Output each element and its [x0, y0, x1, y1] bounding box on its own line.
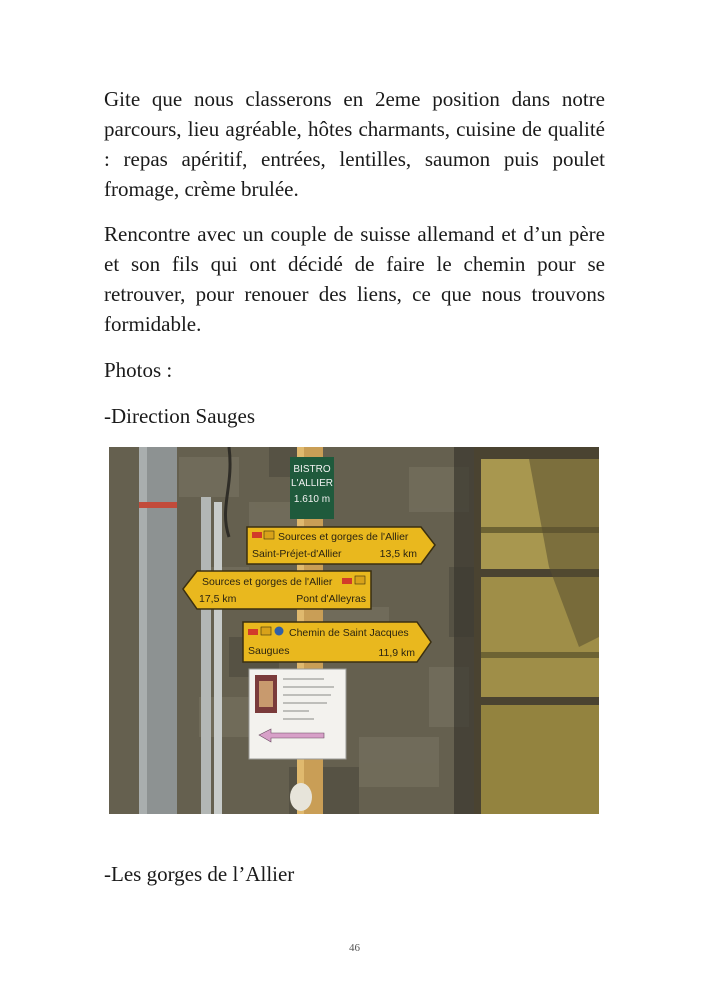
green-sign-line1: BISTRO [293, 464, 331, 475]
sign1-distance: 13,5 km [379, 548, 417, 560]
sign3-line1: Chemin de Saint Jacques [289, 627, 409, 639]
page-number: 46 [349, 942, 360, 954]
caption-direction-sauges: -Direction Sauges [104, 404, 256, 428]
sign2-line1: Sources et gorges de l'Allier [202, 576, 333, 588]
sign1-line2: Saint-Préjet-d'Allier [252, 548, 342, 560]
sign3-line2: Saugues [248, 645, 290, 657]
paragraph-gite: Gite que nous classerons en 2eme position dans notre parcours, lieu agréable, hôtes charmants, cuisine de qualité : repas apéritif, entrées, lentilles, saumon puis poulet fromage, crème brulée. [104, 87, 605, 201]
green-sign-line2: L'ALLIER [291, 478, 333, 489]
paragraph-rencontre: Rencontre avec un couple de suisse allemand et d’un père et son fils qui ont décidé de faire le chemin pour se retrouver, pour renouer des liens, ce que nous trouvons formidable. [104, 222, 605, 336]
sign2-distance: 17,5 km [199, 593, 237, 605]
green-sign-line3: 1.610 m [293, 494, 331, 505]
sign3-distance: 11,9 km [378, 647, 415, 659]
sign2-line2: Pont d'Alleyras [296, 593, 366, 605]
sign1-line1: Sources et gorges de l'Allier [278, 531, 409, 543]
label-photos: Photos : [104, 358, 173, 382]
signpost-photo [109, 447, 599, 814]
caption-gorges-allier: -Les gorges de l’Allier [104, 862, 295, 886]
